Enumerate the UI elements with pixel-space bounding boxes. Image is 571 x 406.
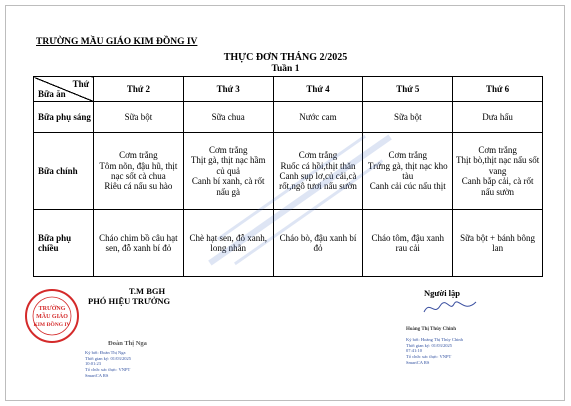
menu-cell: Cháo tôm, đậu xanh rau cải <box>363 210 453 277</box>
sign-info-line: SmartCA RS <box>406 359 430 365</box>
sign-info-line: Ký bởi: Hoàng Thị Thủy Chinh <box>406 337 463 342</box>
sign-info-line: Ký bởi: Đoàn Thị Nga <box>85 350 126 355</box>
stamp-line: KIM ĐỒNG IV <box>33 322 71 328</box>
menu-title: THỰC ĐƠN THÁNG 2/2025 <box>223 52 348 63</box>
menu-cell: Sữa chua <box>183 102 273 133</box>
sign-info-line: 10:01:23 <box>85 361 102 367</box>
menu-cell: Dưa hấu <box>453 102 543 133</box>
menu-cell: Cơm trắng Ruốc cá hồi,thịt thăn Canh sụp lơ,củ cải,cà rốt,ngô tươi nấu sườn <box>273 133 363 210</box>
sign-info-line: Tổ chức xác thực: VNPT <box>85 366 131 372</box>
stamp-line: MẦU GIÁO <box>36 314 68 320</box>
table-row <box>34 133 543 210</box>
day-header: Thứ 2 <box>94 77 184 102</box>
school-name: TRƯỜNG MẦU GIÁO KIM ĐỒNG IV <box>36 37 198 47</box>
row-label: Bữa phụ chiều <box>34 210 94 277</box>
menu-cell: Nước cam <box>273 102 363 133</box>
corner-right-label: Thứ <box>72 79 89 89</box>
sign-info-line: Thời gian ký: 01/03/2025 <box>85 355 132 361</box>
week-label: Tuần 1 <box>271 64 300 74</box>
row-label: Bữa phụ sáng <box>34 102 94 133</box>
menu-table <box>33 76 543 277</box>
menu-cell: Cháo bò, đậu xanh bí đỏ <box>273 210 363 277</box>
menu-cell: Sữa bột + bánh bông lan <box>453 210 543 277</box>
school-stamp <box>24 288 80 344</box>
day-header: Thứ 4 <box>273 77 363 102</box>
right-sign-name: Hoàng Thị Thủy Chinh <box>406 327 456 332</box>
menu-cell: Cơm trắng Tôm nõn, đậu hũ, thịt nạc sốt cà chua Riêu cá nấu su hào <box>94 133 184 210</box>
sign-info-line: Tổ chức xác thực: VNPT <box>406 353 452 359</box>
left-sign-subtitle: PHÓ HIỆU TRƯỞNG <box>88 296 171 306</box>
day-header: Thứ 5 <box>363 77 453 102</box>
stamp-line: TRƯỜNG <box>38 306 66 312</box>
menu-cell: Sữa bột <box>94 102 184 133</box>
corner-cell <box>34 77 94 102</box>
day-header: Thứ 3 <box>183 77 273 102</box>
day-header: Thứ 6 <box>453 77 543 102</box>
right-digital-sign-info <box>406 337 463 365</box>
menu-cell: Cháo chim bồ câu hạt sen, đỗ xanh bí đỏ <box>94 210 184 277</box>
menu-cell: Chè hạt sen, đỗ xanh, long nhãn <box>183 210 273 277</box>
table-row <box>34 210 543 277</box>
row-label: Bữa chính <box>34 133 94 210</box>
corner-left-label: Bữa ăn <box>38 88 66 99</box>
table-row <box>34 102 543 133</box>
menu-cell: Sữa bột <box>363 102 453 133</box>
sign-info-line: SmartCA RS <box>85 372 109 378</box>
sign-info-line: 07:41:10 <box>406 348 423 354</box>
right-sign-title: Người lập <box>424 288 461 298</box>
handwritten-signature <box>420 298 480 318</box>
menu-cell: Cơm trắng Thịt gà, thịt nạc hầm củ quả Canh bí xanh, cà rốt nấu gà <box>183 133 273 210</box>
menu-cell: Cơm trắng Trứng gà, thịt nạc kho tàu Canh cải cúc nấu thịt <box>363 133 453 210</box>
left-digital-sign-info <box>85 350 131 378</box>
menu-cell: Cơm trắng Thịt bò,thịt nạc nấu sốt vang Canh bắp cải, cà rốt nấu sườn <box>453 133 543 210</box>
left-sign-name: Đoàn Thị Nga <box>108 340 147 347</box>
sign-info-line: Thời gian ký: 01/03/2025 <box>406 342 453 348</box>
left-sign-title: T.M BGH <box>128 286 166 296</box>
table-header-row <box>34 77 543 102</box>
